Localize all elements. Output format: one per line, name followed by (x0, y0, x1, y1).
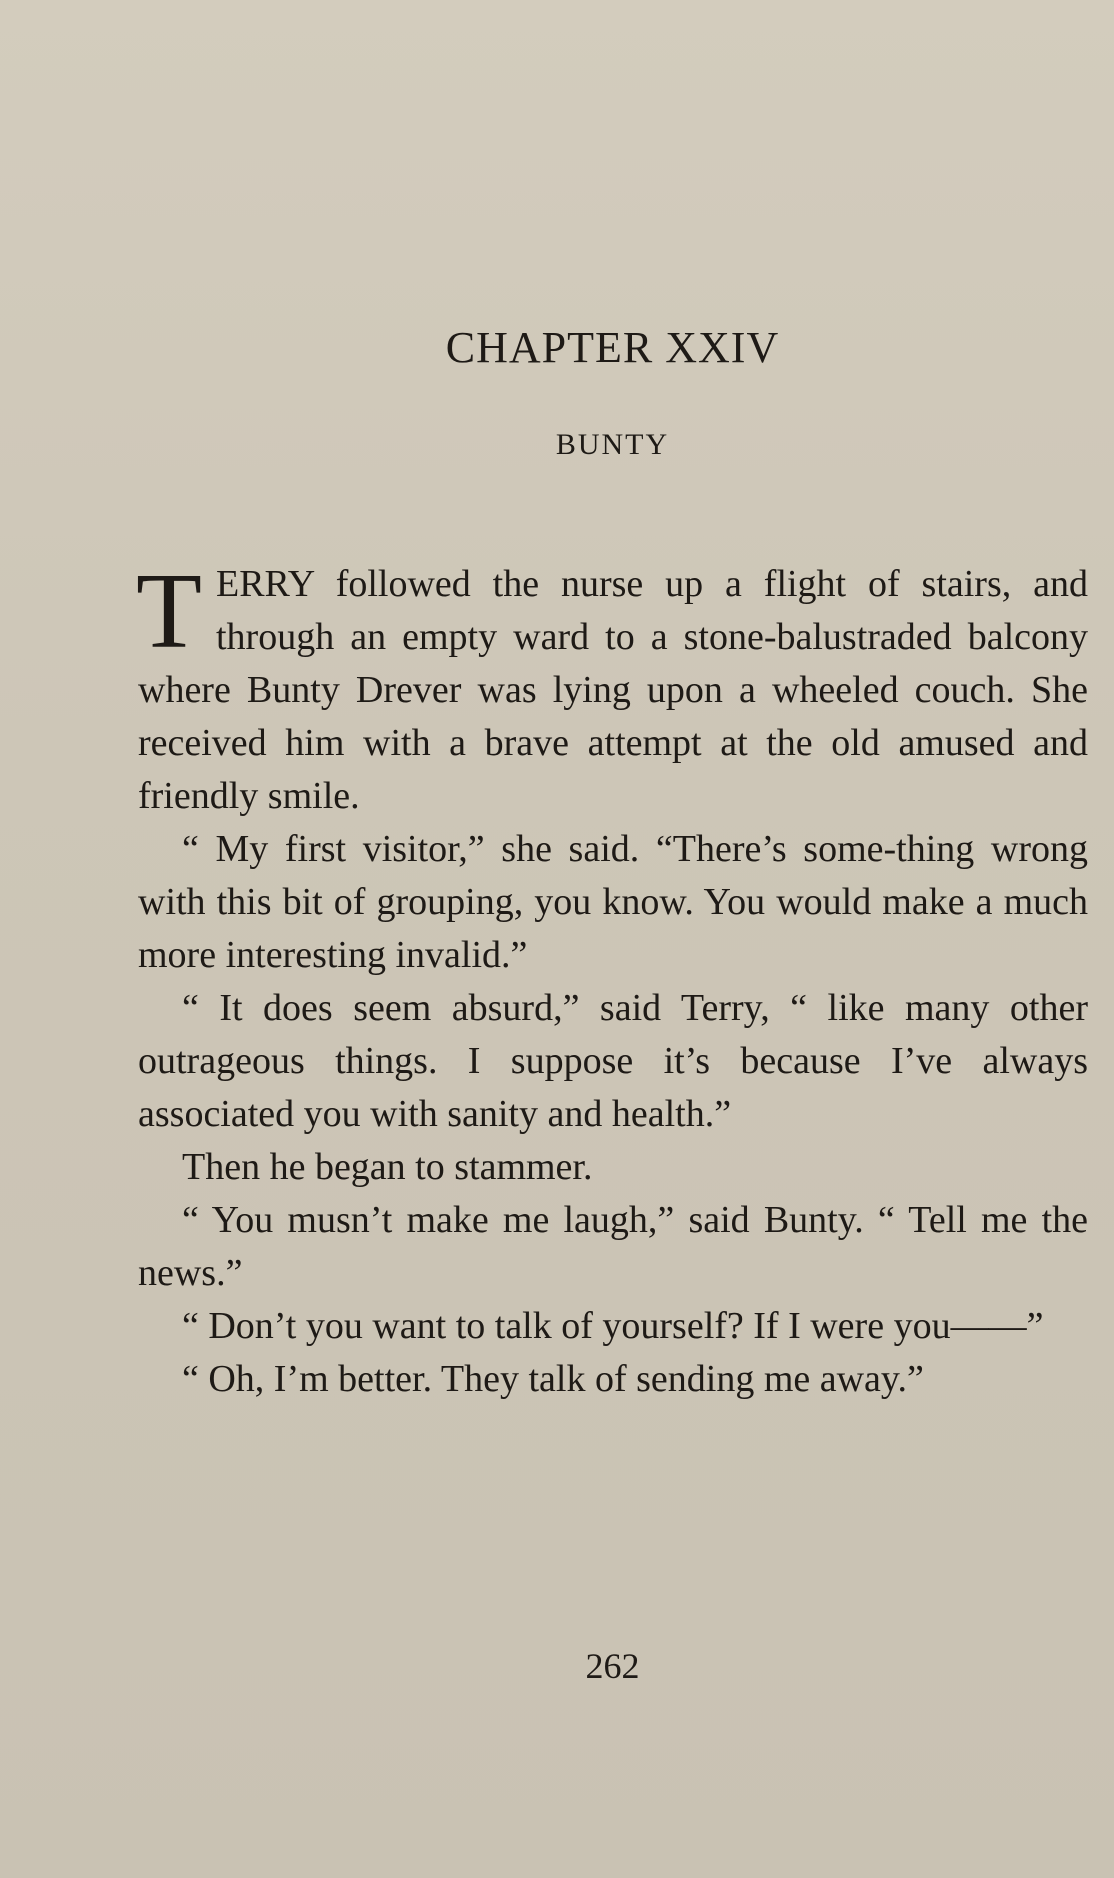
paragraph-2: “ My first visitor,” she said. “There’s some-thing wrong with this bit of grouping, you know. You would make a much more interesting invalid.” (138, 828, 1088, 976)
chapter-title: CHAPTER XXIV (445, 323, 780, 372)
chapter-subtitle: BUNTY (555, 428, 670, 461)
paragraph-4: Then he began to stammer. (182, 1146, 593, 1188)
body-text (136, 552, 1088, 1406)
paragraph-6: “ Don’t you want to talk of yourself? If I were you——” (182, 1305, 1044, 1347)
paragraph-7: “ Oh, I’m better. They talk of sending me away.” (182, 1358, 924, 1400)
paragraph-3: “ It does seem absurd,” said Terry, “ like many other outrageous things. I suppose it’s because I’ve always associated you with sanity and health.” (138, 987, 1088, 1135)
paragraph-1 (136, 552, 1088, 823)
drop-cap: T (136, 552, 202, 671)
paragraph-5: “ You musn’t make me laugh,” said Bunty. “ Tell me the news.” (138, 1199, 1088, 1294)
paragraph-1-text: ERRY followed the nurse up a flight of stairs, and through an empty ward to a stone-balustraded balcony where Bunty Drever was lying upon a wheeled couch. She received him with a brave attempt at the old amused and friendly smile. (138, 563, 1088, 817)
page-number: 262 (585, 1646, 640, 1686)
